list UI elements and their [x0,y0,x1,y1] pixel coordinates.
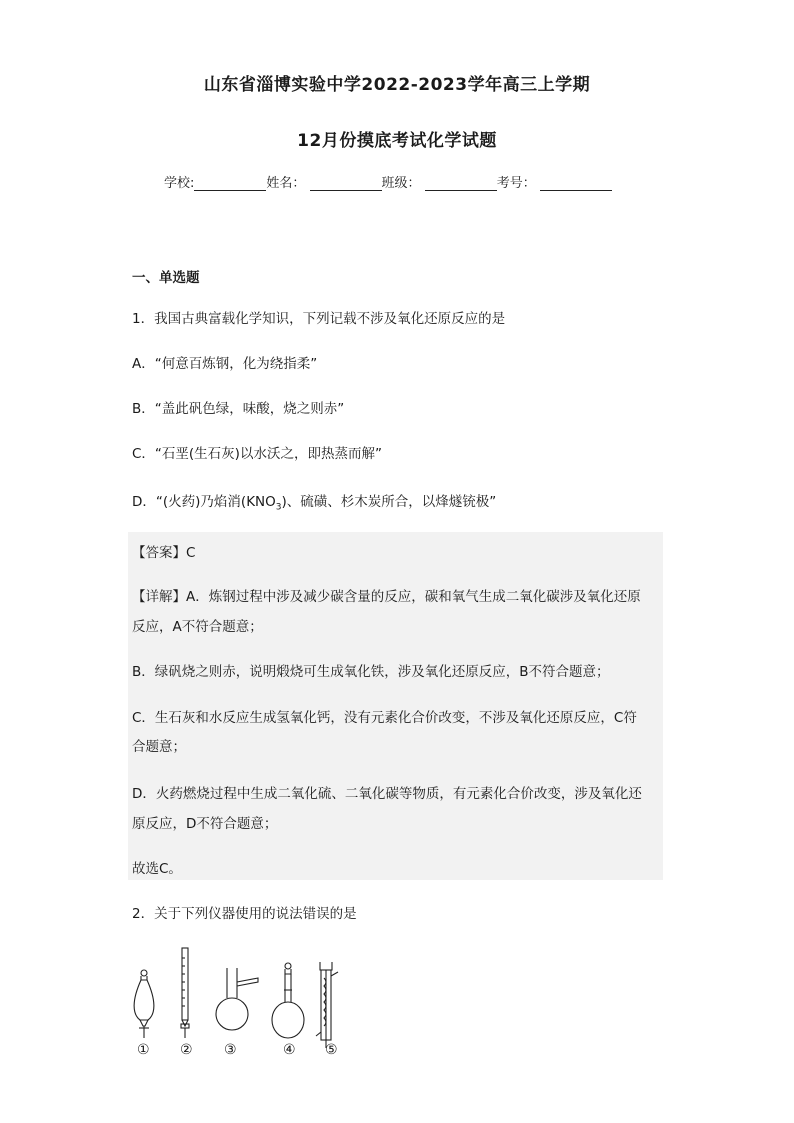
q1-detail-d-line2: 原反应，D不符合题意； [132,816,278,832]
q1-detail-d-line1: D．火药燃烧过程中生成二氧化硫、二氧化碳等物质，有元素化合价改变，涉及氧化还 [132,786,642,802]
apparatus-label-4: ④ [283,1042,296,1058]
q1-detail-c-line1: C．生石灰和水反应生成氢氧化钙，没有元素化合价改变，不涉及氧化还原反应，C符 [132,710,637,726]
student-info-row [164,172,612,191]
class-label: 班级： [381,176,421,191]
lab-apparatus-figure [128,940,358,1065]
condenser-icon [316,962,338,1048]
q1-detail-c-line2: 合题意； [132,739,186,755]
q1-option-b: B．“盖此矾色绿，味酸，烧之则赤” [132,401,345,417]
q1-detail-a-line1: 【详解】A．炼钢过程中涉及减少碳含量的反应，碳和氧气生成二氧化碳涉及氧化还原 [132,589,641,605]
apparatus-label-5: ⑤ [325,1042,338,1058]
name-label: 姓名： [266,176,306,191]
q1-option-d: D．“(火药)乃焰消$(KNO_3)$、硫磺、杉木炭所合，以烽燧铳极” [132,494,497,513]
document-title-line2: 12月份摸底考试化学试题 [297,131,497,151]
exam-number-blank [540,176,612,191]
q1-conclusion: 故选C。 [132,861,182,877]
school-label: 学校: [164,176,195,191]
distilling-flask-icon [216,968,258,1030]
q1-detail-b: B．绿矾烧之则赤，说明煅烧可生成氧化铁，涉及氧化还原反应，B不符合题意； [132,664,610,680]
burette-icon [181,948,189,1038]
name-blank [310,176,382,191]
class-blank [425,176,497,191]
q1-option-a: A．“何意百炼钢，化为绕指柔” [132,356,318,372]
section-title: 一、单选题 [132,270,200,286]
apparatus-label-3: ③ [224,1042,237,1058]
q2-stem: 2．关于下列仪器使用的说法错误的是 [132,906,357,922]
school-blank [194,176,266,191]
q1-detail-a-line2: 反应，A不符合题意； [132,619,263,635]
volumetric-flask-icon [272,963,304,1038]
q1-option-c: C．“石垩(生石灰)以水沃之，即热蒸而解” [132,446,382,462]
exam-number-label: 考号： [496,176,536,191]
document-title-line1: 山东省淄博实验中学2022-2023学年高三上学期 [203,75,591,95]
separatory-funnel-icon [134,970,154,1038]
apparatus-label-2: ② [180,1042,193,1058]
apparatus-label-1: ① [137,1042,150,1058]
q1-answer: 【答案】C [132,545,196,561]
q1-stem: 1．我国古典富载化学知识，下列记载不涉及氧化还原反应的是 [132,311,506,327]
